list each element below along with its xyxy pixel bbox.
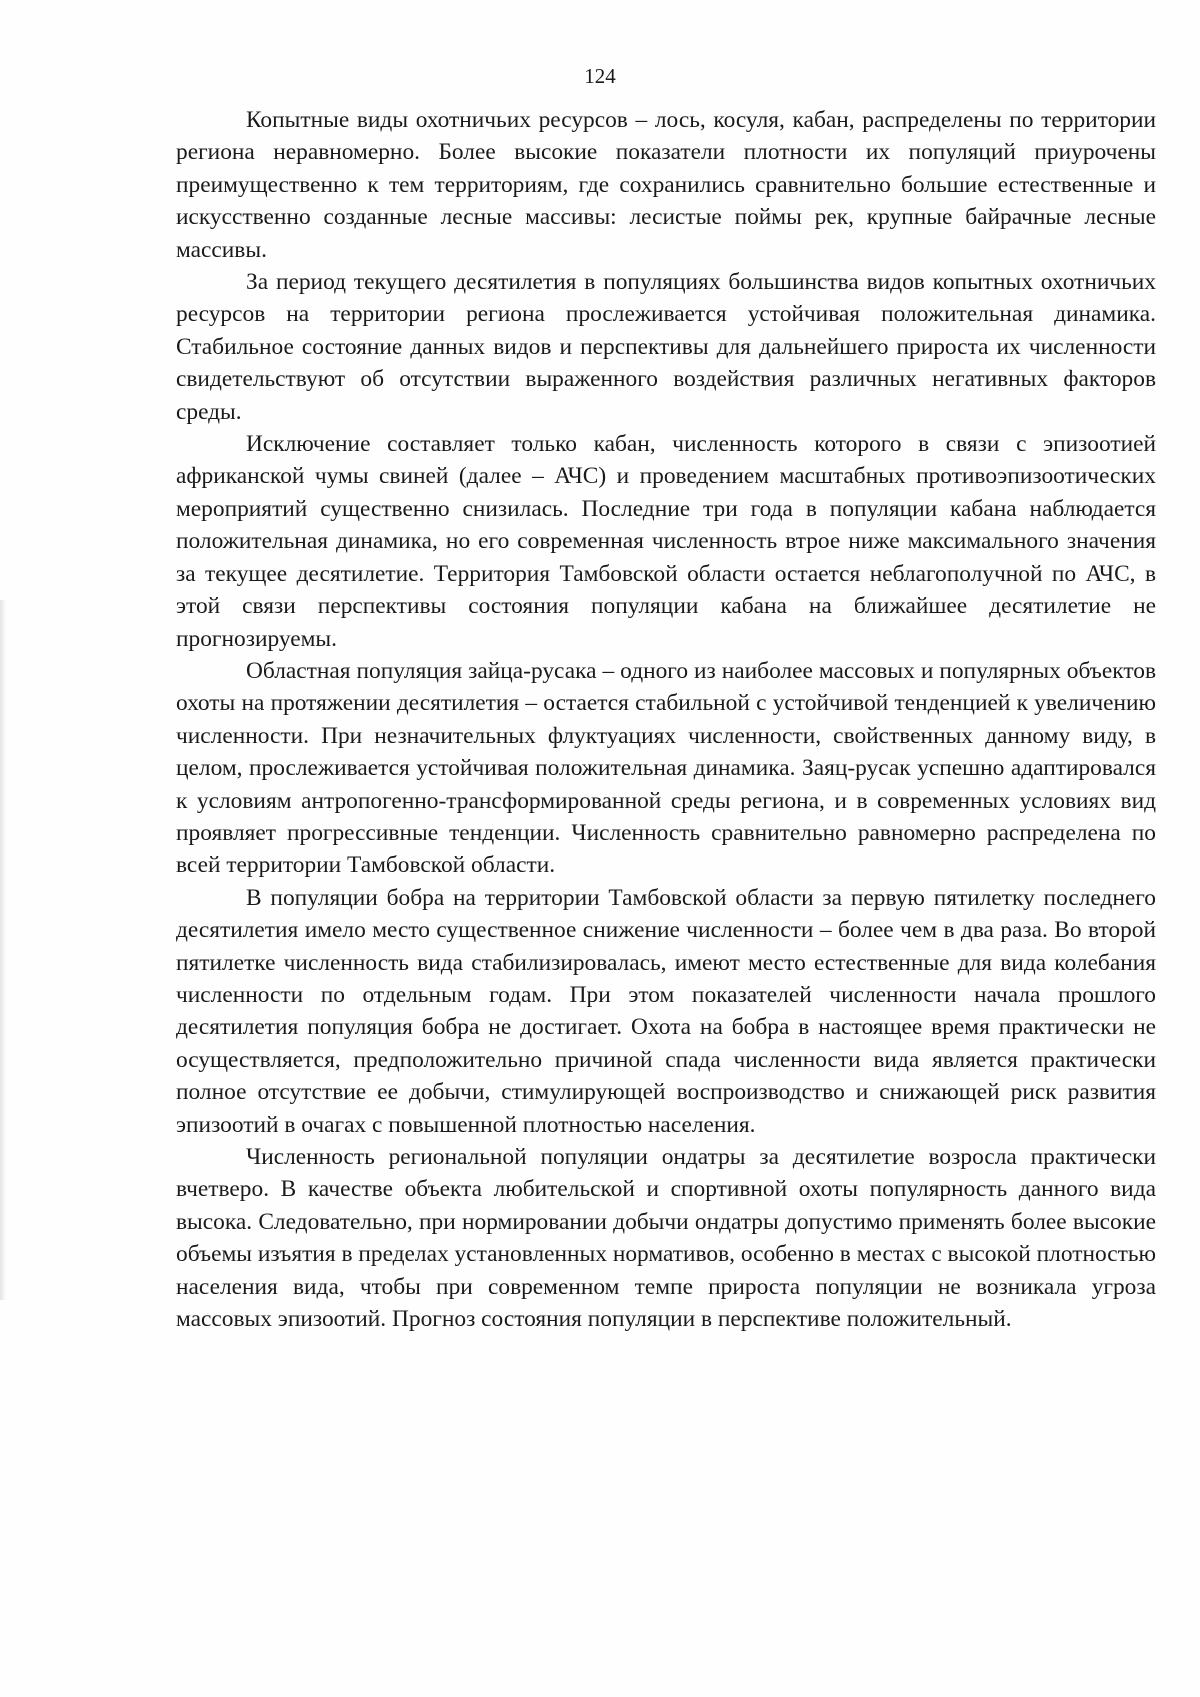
body-text xyxy=(176,104,1156,1335)
paragraph-ungulates-distribution: Копытные виды охотничьих ресурсов – лось, косуля, кабан, распределены по территории региона неравномерно. Более высокие показатели плотности их популяций приурочены преимущественно к тем территориям, где сохранились сравнительно большие естественные и искусственно созданные лесные массивы: лесистые поймы рек, крупные байрачные лесные массивы. xyxy=(176,107,1156,263)
paragraph-hare: Областная популяция зайца-русака – одного из наиболее массовых и популярных объектов охоты на протяжении десятилетия – остается стабильной с устойчивой тенденцией к увеличению численности. При незначительных флуктуациях численности, свойственных данному виду, в целом, прослеживается устойчивая положительная динамика. Заяц-русак успешно адаптировался к условиям антропогенно-трансформированной среды региона, и в современных условиях вид проявляет прогрессивные тенденции. Численность сравнительно равномерно распределена по всей территории Тамбовской области. xyxy=(176,657,1156,879)
paragraph-wild-boar: Исключение составляет только кабан, численность которого в связи с эпизоотией африканской чумы свиней (далее – АЧС) и проведением масштабных противоэпизоотических мероприятий существенно снизилась. Последние три года в популяции кабана наблюдается положительная динамика, но его современная численность втрое ниже максимального значения за текущее десятилетие. Территория Тамбовской области остается неблагополучной по АЧС, в этой связи перспективы состояния популяции кабана на ближайшее десятилетие не прогнозируемы. xyxy=(176,431,1156,652)
page-number: 124 xyxy=(584,64,616,88)
scan-edge-shadow xyxy=(0,600,6,1300)
paragraph-ungulates-dynamics: За период текущего десятилетия в популяциях большинства видов копытных охотничьих ресурсов на территории региона прослеживается устойчивая положительная динамика. Стабильное состояние данных видов и перспективы для дальнейшего прироста их численности свидетельствуют об отсутствии выраженного воздействия различных негативных факторов среды. xyxy=(176,269,1156,425)
paragraph-beaver: В популяции бобра на территории Тамбовской области за первую пятилетку последнего десятилетия имело место существенное снижение численности – более чем в два раза. Во второй пятилетке численность вида стабилизировалась, имеют место естественные для вида колебания численности по отдельным годам. При этом показателей численности начала прошлого десятилетия популяция бобра не достигает. Охота на бобра в настоящее время практически не осуществляется, предположительно причиной спада численности вида является практически полное отсутствие ее добычи, стимулирующей воспроизводство и снижающей риск развития эпизоотий в очагах с повышенной плотностью населения. xyxy=(176,884,1156,1138)
paragraph-muskrat: Численность региональной популяции ондатры за десятилетие возросла практически вчетверо. В качестве объекта любительской и спортивной охоты популярность данного вида высока. Следовательно, при нормировании добычи ондатры допустимо применять более высокие объемы изъятия в пределах установленных нормативов, особенно в местах с высокой плотностью населения вида, чтобы при современном темпе прироста популяции не возникала угроза массовых эпизоотий. Прогноз состояния популяции в перспективе положительный. xyxy=(176,1144,1156,1333)
